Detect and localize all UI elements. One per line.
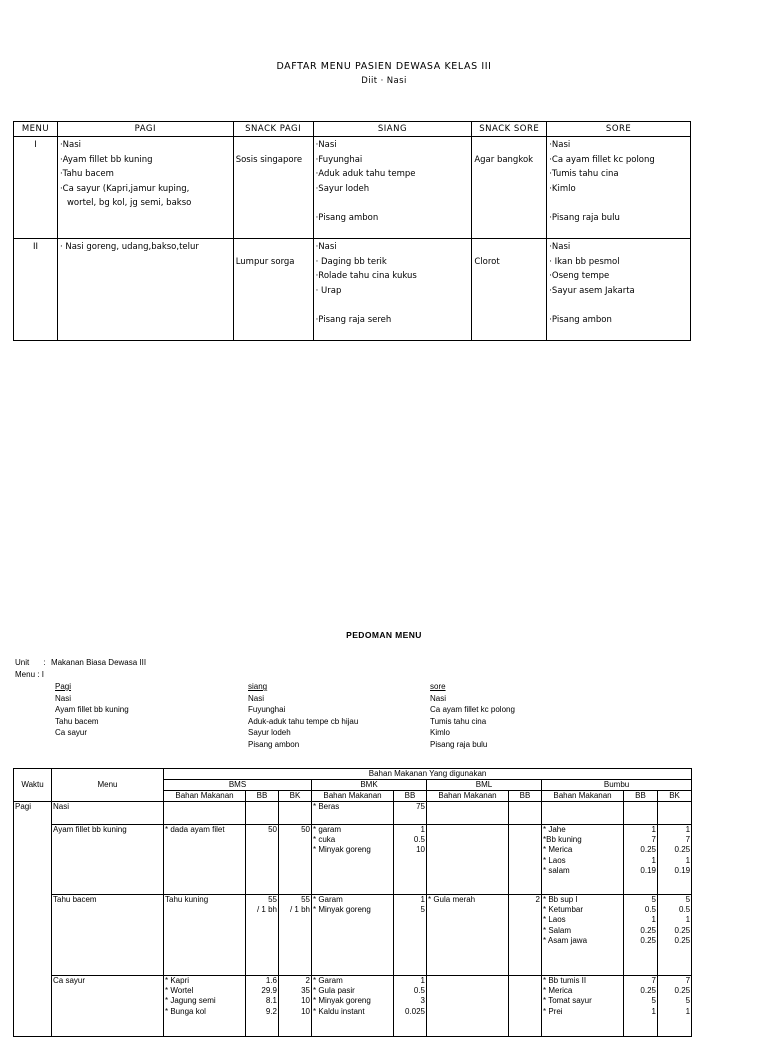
- bumbu-bb-cell: [624, 825, 658, 895]
- bml-bb-cell: [509, 895, 542, 976]
- bms-bb-cell: [246, 802, 279, 825]
- header-bahan-makanan: Bahan Makanan: [164, 791, 246, 802]
- column-item: Tumis tahu cina: [430, 716, 487, 726]
- menu-cell: Ayam fillet bb kuning: [52, 825, 164, 895]
- ingredient-item: * Asam jawa: [543, 935, 588, 945]
- column-item: Pisang ambon: [248, 739, 300, 749]
- bumbu-bk-cell: [658, 976, 692, 1037]
- pagi-column: [55, 681, 129, 739]
- sore-column: [430, 681, 515, 751]
- amount-value: 1: [651, 855, 656, 865]
- amount-value: 7: [685, 976, 691, 985]
- menu-item: ·Kimlo: [549, 183, 576, 194]
- bml-cell: [427, 976, 509, 1037]
- ingredient-item: * Merica: [543, 986, 573, 996]
- pagi-cell: [57, 137, 233, 239]
- ingredient-item: * Jagung semi: [165, 996, 216, 1006]
- ingredients-row: [14, 895, 692, 976]
- snack-sore-cell: [472, 137, 547, 239]
- header-sore: SORE: [547, 122, 691, 137]
- menu-item: ·Ca sayur (Kapri,jamur kuping,: [59, 183, 190, 194]
- header-bk: BK: [658, 791, 692, 802]
- bms-cell: [164, 976, 246, 1037]
- amount-value: 7: [651, 976, 656, 985]
- amount-value: 0.25: [674, 935, 691, 945]
- column-item: Ca sayur: [55, 728, 88, 738]
- ingredient-item: *Bb kuning: [543, 835, 582, 845]
- amount-value: 55: [268, 895, 277, 904]
- ingredient-item: * Jahe: [543, 825, 566, 834]
- bmk-cell: [312, 976, 394, 1037]
- amount-value: 3: [420, 996, 425, 1006]
- header-waktu: Waktu: [14, 769, 52, 802]
- amount-value: 8.1: [265, 996, 277, 1006]
- bumbu-cell: [542, 802, 624, 825]
- menu-cell: Nasi: [52, 802, 164, 825]
- amount-value: 0.25: [674, 925, 691, 935]
- ingredient-item: * Laos: [543, 915, 566, 925]
- bms-bk-cell: [279, 895, 312, 976]
- amount-value: 0.25: [674, 986, 691, 996]
- amount-value: 0.19: [640, 865, 656, 875]
- waktu-cell: [14, 895, 52, 976]
- menu-list-subtitle: Diit · Nasi: [361, 76, 407, 86]
- ingredient-item: * Merica: [543, 845, 573, 855]
- amount-value: 5: [651, 996, 656, 1006]
- ingredient-item: * Prei: [543, 1006, 563, 1016]
- siang-column: [248, 681, 358, 751]
- amount-value: 50: [301, 825, 310, 834]
- amount-value: 0.025: [404, 1006, 425, 1016]
- amount-value: 0.5: [644, 905, 656, 915]
- ingredient-item: * Minyak goreng: [313, 845, 371, 855]
- menu-item: ·Sayur asem Jakarta: [549, 285, 635, 296]
- ingredient-item: * Gula pasir: [313, 986, 355, 996]
- column-item: Aduk-aduk tahu tempe cb hijau: [248, 716, 359, 726]
- waktu-cell: [14, 825, 52, 895]
- amount-value: 2: [305, 976, 310, 985]
- amount-value: 0.5: [413, 986, 425, 996]
- bms-cell: [164, 802, 246, 825]
- header-bk: BK: [279, 791, 312, 802]
- amount-value: 29.9: [261, 986, 277, 996]
- ingredient-item: * Tomat sayur: [543, 996, 592, 1006]
- header-snack-pagi: SNACK PAGI: [233, 122, 313, 137]
- snack-sore-cell: [472, 239, 547, 341]
- ingredient-item: * Gula merah: [428, 895, 476, 904]
- unit-line: [15, 657, 146, 669]
- menu-label: Menu :: [15, 670, 40, 679]
- bmk-cell: [312, 825, 394, 895]
- ingredient-item: * salam: [543, 865, 570, 875]
- amount-value: 0.5: [413, 835, 425, 845]
- menu-cell: Tahu bacem: [52, 895, 164, 976]
- menu-item: ·Nasi: [315, 242, 337, 252]
- ingredient-item: * Bunga kol: [165, 1006, 206, 1016]
- pedoman-menu-title: PEDOMAN MENU: [346, 630, 422, 640]
- ingredient-item: * Wortel: [165, 986, 194, 996]
- header-bb: BB: [394, 791, 427, 802]
- amount-value: / 1 bh: [289, 905, 310, 915]
- amount-value: 1: [651, 1006, 656, 1016]
- ingredients-row: [14, 976, 692, 1037]
- bmk-bb-cell: [394, 825, 427, 895]
- column-item: Tahu bacem: [55, 716, 99, 726]
- menu-item: ·Aduk aduk tahu tempe: [315, 169, 416, 179]
- ingredients-body: [14, 802, 692, 1037]
- bms-bb-cell: [246, 825, 279, 895]
- ingredient-item: * garam: [313, 825, 342, 834]
- unit-separator: :: [43, 658, 46, 667]
- ingredient-item: * Minyak goreng: [313, 905, 371, 915]
- menu-item: ·Tumis tahu cina: [549, 169, 619, 179]
- column-item: Nasi: [55, 693, 72, 703]
- header-pagi: PAGI: [57, 122, 233, 137]
- menu-item: ·Pisang raja sereh: [315, 314, 392, 325]
- sore-cell: [547, 239, 691, 341]
- column-item: Sayur lodeh: [248, 728, 291, 738]
- ingredient-item: * Beras: [313, 802, 340, 811]
- amount-value: 10: [301, 1006, 310, 1016]
- ingredient-item: * Kaldu instant: [313, 1006, 365, 1016]
- bumbu-bk-cell: [658, 802, 692, 825]
- bumbu-cell: [542, 976, 624, 1037]
- bumbu-cell: [542, 895, 624, 976]
- header-bahan: Bahan Makanan Yang digunakan: [164, 769, 692, 780]
- unit-label: Unit: [15, 658, 30, 667]
- amount-value: 55: [301, 895, 310, 904]
- ingredients-table: [13, 768, 692, 1037]
- snack-pagi-cell: [233, 239, 313, 341]
- ingredient-item: * Salam: [543, 925, 572, 935]
- ingredient-item: * Minyak goreng: [313, 996, 371, 1006]
- bml-cell: [427, 802, 509, 825]
- bumbu-bb-cell: [624, 895, 658, 976]
- column-heading: Pagi: [55, 682, 72, 691]
- header-bahan-makanan: Bahan Makanan: [427, 791, 509, 802]
- amount-value: 75: [416, 802, 425, 811]
- amount-value: 1: [685, 1006, 691, 1016]
- menu-item: wortel, bg kol, jg semi, bakso: [66, 198, 192, 208]
- bml-cell: [427, 825, 509, 895]
- bumbu-bb-cell: [624, 976, 658, 1037]
- menu-item: · Ikan bb pesmol: [549, 256, 620, 267]
- bml-cell: [427, 895, 509, 976]
- menu-table-header: [14, 122, 691, 137]
- menu-item: ·Tahu bacem: [59, 169, 114, 179]
- menu-item: ·Nasi: [315, 140, 337, 150]
- bml-bb-cell: [509, 976, 542, 1037]
- amount-value: 1: [685, 855, 691, 865]
- amount-value: 0.5: [678, 905, 691, 915]
- sore-cell: [547, 137, 691, 239]
- amount-value: 1: [420, 976, 425, 985]
- menu-value: I: [41, 670, 44, 679]
- bml-bb-cell: [509, 802, 542, 825]
- ingredient-item: * Garam: [313, 895, 343, 904]
- amount-value: 35: [301, 986, 310, 996]
- column-item: Fuyunghai: [248, 705, 286, 715]
- ingredient-item: * Bb tumis II: [543, 976, 587, 985]
- amount-value: 1: [651, 825, 656, 834]
- menu-item: ·Ca ayam fillet kc polong: [549, 154, 655, 165]
- column-item: Nasi: [430, 693, 447, 703]
- column-heading: siang: [248, 682, 268, 691]
- column-item: Ayam fillet bb kuning: [55, 705, 129, 715]
- amount-value: 5: [651, 895, 656, 904]
- ingredients-row: [14, 802, 692, 825]
- amount-value: 1: [651, 915, 656, 925]
- menu-cell: Ca sayur: [52, 976, 164, 1037]
- siang-cell: [313, 137, 472, 239]
- amount-value: 0.25: [640, 925, 656, 935]
- header-menu: Menu: [52, 769, 164, 802]
- amount-value: 2: [535, 895, 540, 904]
- header-bahan-makanan: Bahan Makanan: [312, 791, 394, 802]
- bmk-cell: [312, 802, 394, 825]
- ingredient-item: * Bb sup I: [543, 895, 578, 904]
- ingredients-header-top: [14, 769, 692, 780]
- menu-item: ·Pisang raja bulu: [549, 212, 620, 223]
- column-item: Nasi: [248, 693, 265, 703]
- header-bahan-makanan: Bahan Makanan: [542, 791, 624, 802]
- menu-item: ·Rolade tahu cina kukus: [315, 271, 417, 281]
- menu-item: ·Fuyunghai: [315, 154, 363, 165]
- header-bb: BB: [246, 791, 279, 802]
- header-bml: BML: [427, 780, 542, 791]
- amount-value: 0.25: [640, 935, 656, 945]
- header-bmk: BMK: [312, 780, 427, 791]
- bms-bk-cell: [279, 976, 312, 1037]
- amount-value: 0.25: [674, 845, 691, 855]
- header-bb: BB: [509, 791, 542, 802]
- menu-list-title: DAFTAR MENU PASIEN DEWASA KELAS III: [276, 61, 492, 72]
- amount-value: 10: [301, 996, 310, 1006]
- menu-item: Sosis singapore: [235, 154, 303, 165]
- amount-value: 1: [685, 915, 691, 925]
- amount-value: 7: [685, 835, 691, 845]
- snack-pagi-cell: [233, 137, 313, 239]
- amount-value: 5: [685, 895, 691, 904]
- amount-value: 5: [685, 996, 691, 1006]
- header-bumbu: Bumbu: [542, 780, 692, 791]
- amount-value: 1: [420, 825, 425, 834]
- ingredient-item: * Ketumbar: [543, 905, 584, 915]
- amount-value: 50: [268, 825, 277, 834]
- menu-item: ·Nasi: [549, 140, 571, 150]
- amount-value: / 1 bh: [256, 905, 277, 915]
- column-item: Ca ayam fillet kc polong: [430, 705, 515, 715]
- header-bb: BB: [624, 791, 658, 802]
- bms-bk-cell: [279, 825, 312, 895]
- menu-number-line: [15, 669, 44, 681]
- column-item: Kimlo: [430, 728, 451, 738]
- ingredient-item: * Kapri: [165, 976, 190, 985]
- bms-bk-cell: [279, 802, 312, 825]
- bms-bb-cell: [246, 895, 279, 976]
- amount-value: 1: [685, 825, 691, 834]
- patient-menu-table: [13, 121, 691, 341]
- amount-value: 0.19: [674, 865, 691, 875]
- menu-item: ·Ayam fillet bb kuning: [59, 154, 153, 165]
- bms-cell: [164, 895, 246, 976]
- bumbu-bk-cell: [658, 895, 692, 976]
- menu-item: · Nasi goreng, udang,bakso,telur: [59, 242, 199, 252]
- ingredient-item: * cuka: [313, 835, 336, 845]
- menu-item: · Urap: [315, 285, 342, 296]
- header-menu: MENU: [14, 122, 58, 137]
- bumbu-bk-cell: [658, 825, 692, 895]
- amount-value: 0.25: [640, 845, 656, 855]
- ingredients-row: [14, 825, 692, 895]
- menu-item: ·Pisang ambon: [549, 314, 612, 325]
- amount-value: 1.6: [265, 976, 277, 985]
- amount-value: 1: [420, 895, 425, 904]
- bumbu-cell: [542, 825, 624, 895]
- pagi-cell: [57, 239, 233, 341]
- day-cell: II: [14, 239, 58, 341]
- menu-item: ·Oseng tempe: [549, 271, 610, 281]
- menu-item: Lumpur sorga: [235, 256, 295, 267]
- menu-item: Agar bangkok: [474, 154, 534, 165]
- ingredient-item: * Garam: [313, 976, 343, 985]
- bumbu-bb-cell: [624, 802, 658, 825]
- waktu-cell: [14, 976, 52, 1037]
- day-cell: I: [14, 137, 58, 239]
- menu-row-day-1: [14, 137, 691, 239]
- column-heading: sore: [430, 682, 446, 691]
- menu-row-day-2: [14, 239, 691, 341]
- bml-bb-cell: [509, 825, 542, 895]
- menu-item: ·Nasi: [59, 140, 82, 150]
- bmk-bb-cell: [394, 895, 427, 976]
- header-bms: BMS: [164, 780, 312, 791]
- menu-item: ·Pisang ambon: [315, 212, 379, 223]
- unit-value: Makanan Biasa Dewasa III: [50, 658, 147, 667]
- menu-item: ·Nasi: [549, 242, 571, 252]
- amount-value: 0.25: [640, 986, 656, 996]
- waktu-cell: Pagi: [14, 802, 52, 825]
- menu-item: ·Sayur lodeh: [315, 183, 370, 194]
- amount-value: 9.2: [265, 1006, 277, 1016]
- menu-item: Clorot: [474, 256, 500, 267]
- bmk-cell: [312, 895, 394, 976]
- siang-cell: [313, 239, 472, 341]
- amount-value: 5: [420, 905, 425, 915]
- menu-item: · Daging bb terik: [315, 256, 387, 267]
- bmk-bb-cell: [394, 976, 427, 1037]
- column-item: Pisang raja bulu: [430, 739, 488, 749]
- header-siang: SIANG: [313, 122, 472, 137]
- ingredient-item: * dada ayam filet: [165, 825, 225, 834]
- header-snack-sore: SNACK SORE: [472, 122, 547, 137]
- bmk-bb-cell: [394, 802, 427, 825]
- bms-cell: [164, 825, 246, 895]
- ingredient-item: * Laos: [543, 855, 566, 865]
- amount-value: 10: [416, 845, 425, 855]
- bms-bb-cell: [246, 976, 279, 1037]
- ingredient-item: Tahu kuning: [165, 895, 209, 904]
- amount-value: 7: [651, 835, 656, 845]
